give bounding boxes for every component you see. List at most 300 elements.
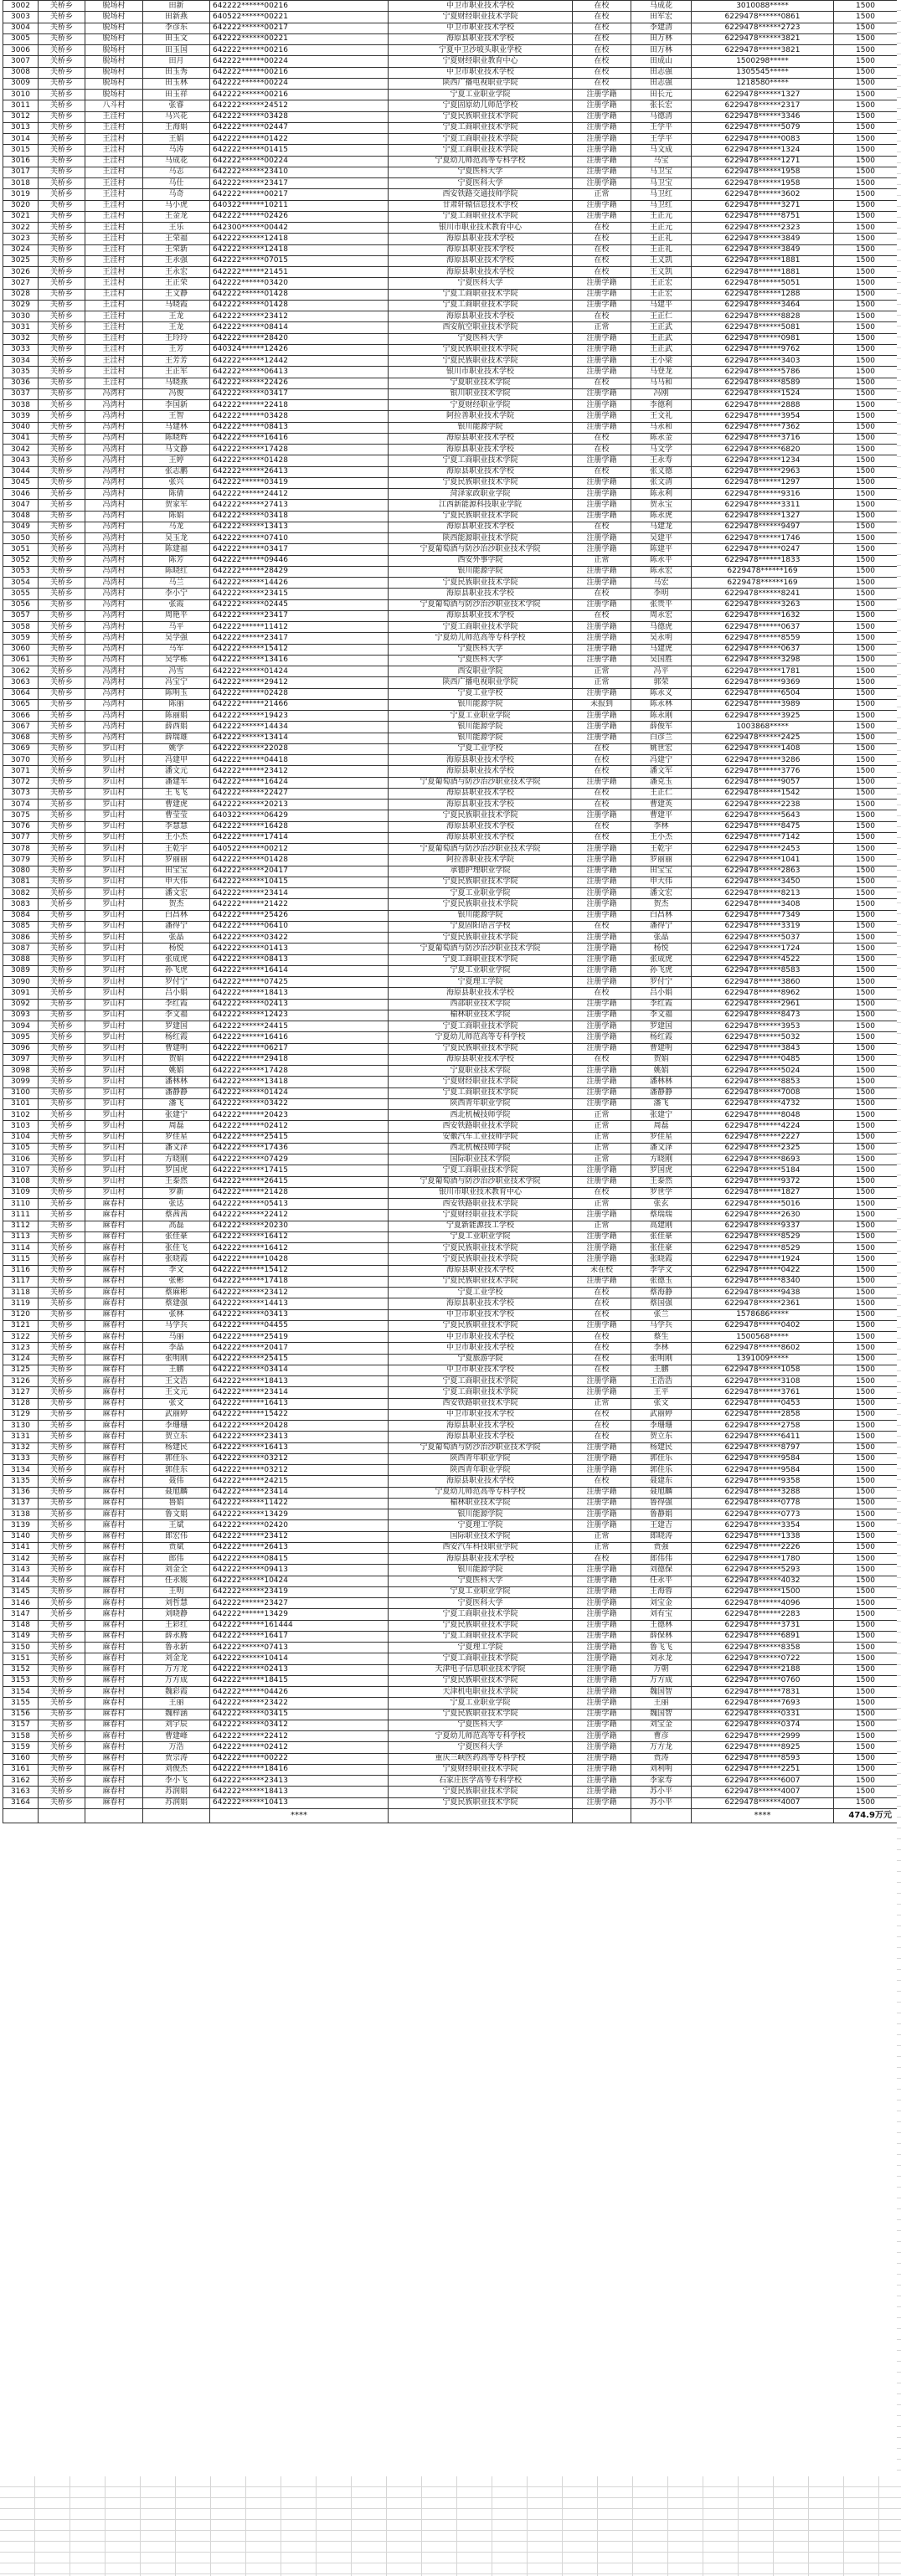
cell-row-number: 3033 (3, 344, 39, 355)
cell-id-number: 642222******03212 (210, 1465, 389, 1476)
cell-township: 关桥乡 (39, 1165, 85, 1176)
cell-bank-account: 6229478******1958 (692, 167, 834, 177)
cell-guardian-name: 李明 (631, 589, 692, 599)
cell-id-number: 642222******10415 (210, 877, 389, 887)
cell-guardian-name: 田长元 (631, 90, 692, 100)
cell-village: 冯湾村 (85, 511, 143, 522)
cell-amount: 1500 (834, 610, 898, 621)
cell-student-name: 罗佳星 (143, 1132, 210, 1143)
cell-guardian-name: 张文清 (631, 477, 692, 488)
cell-guardian-name: 刘永龙 (631, 1653, 692, 1664)
cell-status: 注册学籍 (573, 1032, 631, 1043)
cell-student-name: 田玉祥 (143, 90, 210, 100)
cell-school-name: 宁夏医科大学 (389, 655, 573, 666)
cell-school-name: 海原县职业技术学校 (389, 33, 573, 44)
cell-township: 关桥乡 (39, 367, 85, 378)
cell-student-name: 王智 (143, 411, 210, 422)
cell-village: 麻春村 (85, 1565, 143, 1576)
cell-student-name: 杨红霞 (143, 1032, 210, 1043)
cell-bank-account: 6229478******0374 (692, 1720, 834, 1730)
cell-status: 在校 (573, 234, 631, 244)
cell-township: 关桥乡 (39, 477, 85, 488)
cell-id-number: 642222******16414 (210, 965, 389, 976)
cell-bank-account: 6229478******2361 (692, 1298, 834, 1309)
cell-bank-account: 1391009***** (692, 1354, 834, 1365)
cell-id-number: 642300******00442 (210, 223, 389, 234)
cell-bank-account: 6229478******3288 (692, 1487, 834, 1498)
cell-id-number: 642222******02445 (210, 599, 389, 610)
cell-amount: 1500 (834, 1398, 898, 1409)
cell-status: 在校 (573, 1343, 631, 1354)
cell-village: 罗山村 (85, 954, 143, 965)
cell-village: 王洼村 (85, 356, 143, 367)
cell-township: 关桥乡 (39, 1797, 85, 1808)
cell-bank-account: 6229478******9337 (692, 1221, 834, 1231)
cell-id-number: 642222******16413 (210, 1398, 389, 1409)
cell-school-name: 宁夏民族职业技术学院 (389, 1675, 573, 1686)
table-row (3, 255, 898, 266)
cell-village: 冯湾村 (85, 522, 143, 532)
cell-amount: 1500 (834, 965, 898, 976)
table-row (3, 888, 898, 899)
cell-village: 罗山村 (85, 910, 143, 921)
cell-school-name: 海原县职业技术学校 (389, 522, 573, 532)
cell-township: 关桥乡 (39, 1309, 85, 1320)
cell-row-number: 3017 (3, 167, 39, 177)
cell-township: 关桥乡 (39, 1298, 85, 1309)
table-row (3, 1043, 898, 1054)
cell-student-name: 李文福 (143, 1010, 210, 1021)
cell-bank-account: 6229478******9372 (692, 1176, 834, 1187)
cell-school-name: 宁夏葡萄酒与防沙治沙职业技术学院 (389, 544, 573, 555)
cell-student-name: 鲁文娟 (143, 1509, 210, 1520)
cell-bank-account: 6229478******8475 (692, 821, 834, 832)
cell-bank-account: 6229478******9584 (692, 1453, 834, 1464)
empty-sheet-grid-bottom (0, 2476, 901, 2576)
table-row (3, 322, 898, 333)
cell-amount: 1500 (834, 622, 898, 633)
cell-row-number: 3126 (3, 1376, 39, 1387)
cell-bank-account: 6229478******3271 (692, 200, 834, 211)
cell-id-number: 642222******22426 (210, 378, 389, 388)
cell-student-name: 王芳 (143, 344, 210, 355)
cell-student-name: 张佳飞 (143, 1243, 210, 1254)
cell-student-name: 王文静 (143, 289, 210, 300)
cell-id-number: 642222******22427 (210, 788, 389, 799)
cell-id-number: 642222******02412 (210, 1742, 389, 1753)
cell-student-name: 周磊 (143, 1121, 210, 1132)
cell-township: 关桥乡 (39, 555, 85, 566)
cell-row-number: 3160 (3, 1753, 39, 1764)
cell-row-number: 3103 (3, 1121, 39, 1132)
cell-township: 关桥乡 (39, 200, 85, 211)
cell-township: 关桥乡 (39, 666, 85, 677)
footer-total: 474.9万元 (834, 1808, 898, 1823)
cell-township: 关桥乡 (39, 344, 85, 355)
cell-row-number: 3026 (3, 267, 39, 278)
table-row (3, 289, 898, 300)
cell-bank-account: 6229478******2863 (692, 866, 834, 877)
cell-guardian-name: 王海蓉 (631, 1586, 692, 1597)
cell-student-name: 张霞 (143, 599, 210, 610)
cell-id-number: 642222******19423 (210, 711, 389, 722)
table-row (3, 965, 898, 976)
table-row (3, 1742, 898, 1753)
cell-school-name: 宁夏工业职业学院 (389, 888, 573, 899)
cell-guardian-name: 王正元 (631, 223, 692, 234)
cell-village: 罗山村 (85, 1143, 143, 1154)
cell-village: 罗山村 (85, 855, 143, 866)
cell-guardian-name: 马永和 (631, 422, 692, 433)
cell-id-number: 642222******18415 (210, 1675, 389, 1686)
cell-township: 关桥乡 (39, 743, 85, 754)
cell-guardian-name: 冯建宁 (631, 755, 692, 766)
cell-township: 关桥乡 (39, 1720, 85, 1730)
cell-guardian-name: 薛俊军 (631, 722, 692, 733)
cell-township: 关桥乡 (39, 755, 85, 766)
footer-cell (85, 1808, 143, 1823)
cell-id-number: 642222******03412 (210, 1720, 389, 1730)
cell-amount: 1500 (834, 255, 898, 266)
cell-guardian-name: 白彦兰 (631, 733, 692, 743)
cell-student-name: 吴学强 (143, 633, 210, 644)
cell-bank-account: 6229478******3450 (692, 877, 834, 887)
cell-township: 关桥乡 (39, 178, 85, 189)
cell-guardian-name: 刘利明 (631, 1764, 692, 1775)
cell-row-number: 3105 (3, 1143, 39, 1154)
cell-amount: 1500 (834, 888, 898, 899)
cell-status: 注册学籍 (573, 1520, 631, 1531)
cell-row-number: 3097 (3, 1054, 39, 1065)
table-row (3, 810, 898, 821)
cell-amount: 1500 (834, 578, 898, 589)
cell-township: 关桥乡 (39, 1609, 85, 1620)
cell-township: 关桥乡 (39, 1432, 85, 1442)
cell-village: 麻春村 (85, 1453, 143, 1464)
cell-amount: 1500 (834, 1576, 898, 1586)
cell-bank-account: 6229478******1234 (692, 455, 834, 466)
cell-school-name: 宁夏葡萄酒与防沙治沙职业技术学院 (389, 599, 573, 610)
cell-village: 冯湾村 (85, 622, 143, 633)
table-row (3, 189, 898, 200)
cell-row-number: 3142 (3, 1554, 39, 1565)
cell-school-name: 银川能源学院 (389, 1565, 573, 1576)
cell-amount: 1500 (834, 711, 898, 722)
cell-status: 注册学籍 (573, 1453, 631, 1464)
table-row (3, 466, 898, 477)
cell-village: 王洼村 (85, 234, 143, 244)
cell-guardian-name: 张兰 (631, 1309, 692, 1320)
cell-row-number: 3036 (3, 378, 39, 388)
table-row (3, 844, 898, 855)
cell-school-name: 宁夏医科大学 (389, 1720, 573, 1730)
cell-guardian-name: 张佳豪 (631, 1231, 692, 1242)
cell-guardian-name: 田万林 (631, 33, 692, 44)
cell-township: 关桥乡 (39, 244, 85, 255)
cell-guardian-name: 马马和 (631, 378, 692, 388)
cell-guardian-name: 姚娟 (631, 1066, 692, 1077)
cell-student-name: 李小宁 (143, 589, 210, 599)
cell-school-name: 宁夏工商职业技术学院 (389, 954, 573, 965)
cell-guardian-name: 李文福 (631, 1010, 692, 1021)
cell-id-number: 642222******00216 (210, 45, 389, 56)
cell-row-number: 3110 (3, 1199, 39, 1210)
cell-guardian-name: 万方成 (631, 1675, 692, 1686)
cell-village: 王洼村 (85, 289, 143, 300)
cell-status: 注册学籍 (573, 300, 631, 311)
cell-township: 关桥乡 (39, 1453, 85, 1464)
cell-school-name: 海原县职业技术学校 (389, 1265, 573, 1276)
cell-township: 关桥乡 (39, 289, 85, 300)
cell-student-name: 姚娟 (143, 1066, 210, 1077)
cell-bank-account: 6229478******5184 (692, 1165, 834, 1176)
cell-guardian-name: 罗世学 (631, 1187, 692, 1198)
cell-school-name: 西安汽车科技职业学院 (389, 1542, 573, 1553)
cell-student-name: 罗国虎 (143, 1165, 210, 1176)
cell-id-number: 642222******26413 (210, 466, 389, 477)
cell-village: 麻春村 (85, 1776, 143, 1787)
cell-status: 注册学籍 (573, 278, 631, 289)
cell-student-name: 潘建军 (143, 777, 210, 788)
cell-school-name: 海原县职业技术学校 (389, 766, 573, 777)
cell-id-number: 642222******03419 (210, 477, 389, 488)
cell-school-name: 海原县职业技术学校 (389, 1298, 573, 1309)
table-row (3, 1121, 898, 1132)
cell-student-name: 王飞飞 (143, 788, 210, 799)
cell-school-name: 宁夏工业职业学院 (389, 1698, 573, 1709)
cell-township: 关桥乡 (39, 1731, 85, 1742)
cell-amount: 1500 (834, 666, 898, 677)
cell-id-number: 642222******02413 (210, 1664, 389, 1675)
cell-id-number: 642222******13413 (210, 522, 389, 532)
cell-guardian-name: 曹建明 (631, 1043, 692, 1054)
cell-student-name: 王芳芳 (143, 356, 210, 367)
table-row (3, 300, 898, 311)
cell-township: 关桥乡 (39, 1476, 85, 1487)
cell-village: 脱场村 (85, 1, 143, 12)
cell-village: 罗山村 (85, 1032, 143, 1043)
cell-guardian-name: 冯平 (631, 666, 692, 677)
cell-guardian-name: 马建龙 (631, 522, 692, 532)
cell-bank-account: 6229478******5293 (692, 1565, 834, 1576)
cell-guardian-name: 姚世宏 (631, 743, 692, 754)
cell-township: 关桥乡 (39, 211, 85, 222)
cell-amount: 1500 (834, 1764, 898, 1775)
cell-student-name: 王荣新 (143, 244, 210, 255)
cell-student-name: 王婷 (143, 455, 210, 466)
cell-student-name: 魏彩霞 (143, 1687, 210, 1698)
cell-bank-account: 6229478******1288 (692, 289, 834, 300)
cell-school-name: 海原县职业技术学校 (389, 755, 573, 766)
cell-school-name: 宁夏固阳语言学校 (389, 921, 573, 932)
cell-school-name: 宁夏固原幼儿师范学校 (389, 100, 573, 111)
cell-row-number: 3098 (3, 1066, 39, 1077)
cell-bank-account: 6229478******1297 (692, 477, 834, 488)
cell-row-number: 3068 (3, 733, 39, 743)
cell-id-number: 642222******00224 (210, 56, 389, 67)
cell-village: 罗山村 (85, 1187, 143, 1198)
cell-school-name: 宁夏葡萄酒与防沙治沙职业技术学院 (389, 777, 573, 788)
cell-bank-account: 6229478******4096 (692, 1598, 834, 1609)
cell-amount: 1500 (834, 1432, 898, 1442)
cell-township: 关桥乡 (39, 933, 85, 944)
cell-status: 注册学籍 (573, 810, 631, 821)
cell-student-name: 李珊珊 (143, 1421, 210, 1432)
cell-status: 注册学籍 (573, 1598, 631, 1609)
cell-id-number: 642222******20417 (210, 1343, 389, 1354)
cell-amount: 1500 (834, 1643, 898, 1653)
cell-student-name: 马学兵 (143, 1320, 210, 1331)
cell-status: 注册学籍 (573, 333, 631, 344)
cell-id-number: 642222******10428 (210, 1254, 389, 1265)
cell-row-number: 3145 (3, 1586, 39, 1597)
cell-amount: 1500 (834, 788, 898, 799)
cell-township: 关桥乡 (39, 655, 85, 666)
cell-township: 关桥乡 (39, 1653, 85, 1664)
cell-bank-account: 6229478******3716 (692, 433, 834, 444)
cell-guardian-name: 马文成 (631, 145, 692, 156)
cell-student-name: 陈丽 (143, 699, 210, 710)
cell-village: 冯湾村 (85, 677, 143, 688)
cell-township: 关桥乡 (39, 855, 85, 866)
cell-township: 关桥乡 (39, 1687, 85, 1698)
cell-school-name: 榆林职业技术学院 (389, 1010, 573, 1021)
cell-status: 正常 (573, 322, 631, 333)
cell-township: 关桥乡 (39, 866, 85, 877)
cell-row-number: 3158 (3, 1731, 39, 1742)
cell-school-name: 宁夏医科大学 (389, 1742, 573, 1753)
cell-row-number: 3024 (3, 244, 39, 255)
cell-guardian-name: 李林 (631, 821, 692, 832)
cell-row-number: 3044 (3, 466, 39, 477)
cell-row-number: 3141 (3, 1542, 39, 1553)
cell-student-name: 潘文泽 (143, 1143, 210, 1154)
cell-bank-account: 6229478******8589 (692, 378, 834, 388)
cell-status: 注册学籍 (573, 1687, 631, 1698)
cell-id-number: 642222******02447 (210, 122, 389, 133)
cell-village: 罗山村 (85, 888, 143, 899)
cell-guardian-name: 吴国胜 (631, 655, 692, 666)
table-row (3, 688, 898, 699)
cell-township: 关桥乡 (39, 1542, 85, 1553)
cell-row-number: 3016 (3, 156, 39, 167)
cell-row-number: 3084 (3, 910, 39, 921)
cell-row-number: 3163 (3, 1787, 39, 1797)
cell-row-number: 3020 (3, 200, 39, 211)
cell-village: 罗山村 (85, 1098, 143, 1109)
cell-id-number: 642222******12442 (210, 356, 389, 367)
cell-guardian-name: 田军宏 (631, 12, 692, 23)
cell-status: 注册学籍 (573, 1764, 631, 1775)
table-row (3, 589, 898, 599)
cell-bank-account: 6229478******8559 (692, 633, 834, 644)
cell-row-number: 3102 (3, 1110, 39, 1121)
cell-bank-account: 6229478******5037 (692, 933, 834, 944)
cell-village: 罗山村 (85, 800, 143, 810)
cell-guardian-name: 马卫红 (631, 189, 692, 200)
cell-guardian-name: 贾涛 (631, 1753, 692, 1764)
cell-guardian-name: 冯刚 (631, 388, 692, 399)
cell-village: 罗山村 (85, 1066, 143, 1077)
cell-amount: 1500 (834, 1021, 898, 1032)
cell-id-number: 642222******03417 (210, 544, 389, 555)
cell-amount: 1500 (834, 1664, 898, 1675)
cell-status: 注册学籍 (573, 388, 631, 399)
cell-row-number: 3152 (3, 1664, 39, 1675)
table-row (3, 356, 898, 367)
cell-guardian-name: 王丽 (631, 1698, 692, 1709)
cell-id-number: 642222******16412 (210, 1243, 389, 1254)
cell-school-name: 海原县职业技术学校 (389, 800, 573, 810)
cell-school-name: 宁夏民族职业技术学院 (389, 1276, 573, 1287)
cell-amount: 1500 (834, 167, 898, 177)
cell-school-name: 宁夏葡萄酒与防沙治沙职业技术学院 (389, 844, 573, 855)
cell-row-number: 3061 (3, 655, 39, 666)
cell-amount: 1500 (834, 866, 898, 877)
cell-township: 关桥乡 (39, 111, 85, 122)
cell-township: 关桥乡 (39, 688, 85, 699)
table-row (3, 1, 898, 12)
cell-township: 关桥乡 (39, 267, 85, 278)
cell-guardian-name: 刘有宝 (631, 1609, 692, 1620)
cell-guardian-name: 刘德保 (631, 1565, 692, 1576)
cell-student-name: 王乾宇 (143, 844, 210, 855)
cell-id-number: 642222******12418 (210, 234, 389, 244)
cell-row-number: 3004 (3, 23, 39, 33)
cell-bank-account: 6229478******0861 (692, 12, 834, 23)
table-row (3, 90, 898, 100)
cell-student-name: 马小虎 (143, 200, 210, 211)
table-row (3, 1087, 898, 1098)
cell-school-name: 宁夏工商职业技术学院 (389, 300, 573, 311)
table-row (3, 921, 898, 932)
cell-id-number: 640522******00212 (210, 844, 389, 855)
cell-bank-account: 6229478******3849 (692, 234, 834, 244)
cell-status: 在校 (573, 1409, 631, 1420)
cell-village: 麻春村 (85, 1376, 143, 1387)
cell-id-number: 642222******08414 (210, 322, 389, 333)
cell-bank-account: 6229478******0778 (692, 1498, 834, 1509)
table-row (3, 999, 898, 1010)
cell-row-number: 3056 (3, 599, 39, 610)
cell-id-number: 642222******25415 (210, 1354, 389, 1365)
cell-id-number: 642222******00217 (210, 189, 389, 200)
cell-village: 罗山村 (85, 1176, 143, 1187)
cell-status: 注册学籍 (573, 688, 631, 699)
cell-student-name: 陈明玉 (143, 688, 210, 699)
cell-village: 罗山村 (85, 1087, 143, 1098)
cell-village: 麻春村 (85, 1298, 143, 1309)
cell-village: 罗山村 (85, 1165, 143, 1176)
cell-bank-account: 6229478******3311 (692, 500, 834, 511)
cell-row-number: 3078 (3, 844, 39, 855)
cell-student-name: 贾宗涛 (143, 1753, 210, 1764)
cell-village: 麻春村 (85, 1586, 143, 1597)
cell-guardian-name: 方晓刚 (631, 1154, 692, 1165)
cell-school-name: 宁夏工商职业技术学院 (389, 455, 573, 466)
table-row (3, 1276, 898, 1287)
cell-guardian-name: 潘林林 (631, 1077, 692, 1087)
cell-student-name: 王文元 (143, 1387, 210, 1398)
cell-township: 关桥乡 (39, 999, 85, 1010)
cell-amount: 1500 (834, 1709, 898, 1720)
cell-guardian-name: 王乾宇 (631, 844, 692, 855)
cell-amount: 1500 (834, 267, 898, 278)
cell-guardian-name: 马宝 (631, 156, 692, 167)
cell-guardian-name: 马登龙 (631, 367, 692, 378)
cell-bank-account: 6229478******3263 (692, 599, 834, 610)
cell-village: 罗山村 (85, 788, 143, 799)
